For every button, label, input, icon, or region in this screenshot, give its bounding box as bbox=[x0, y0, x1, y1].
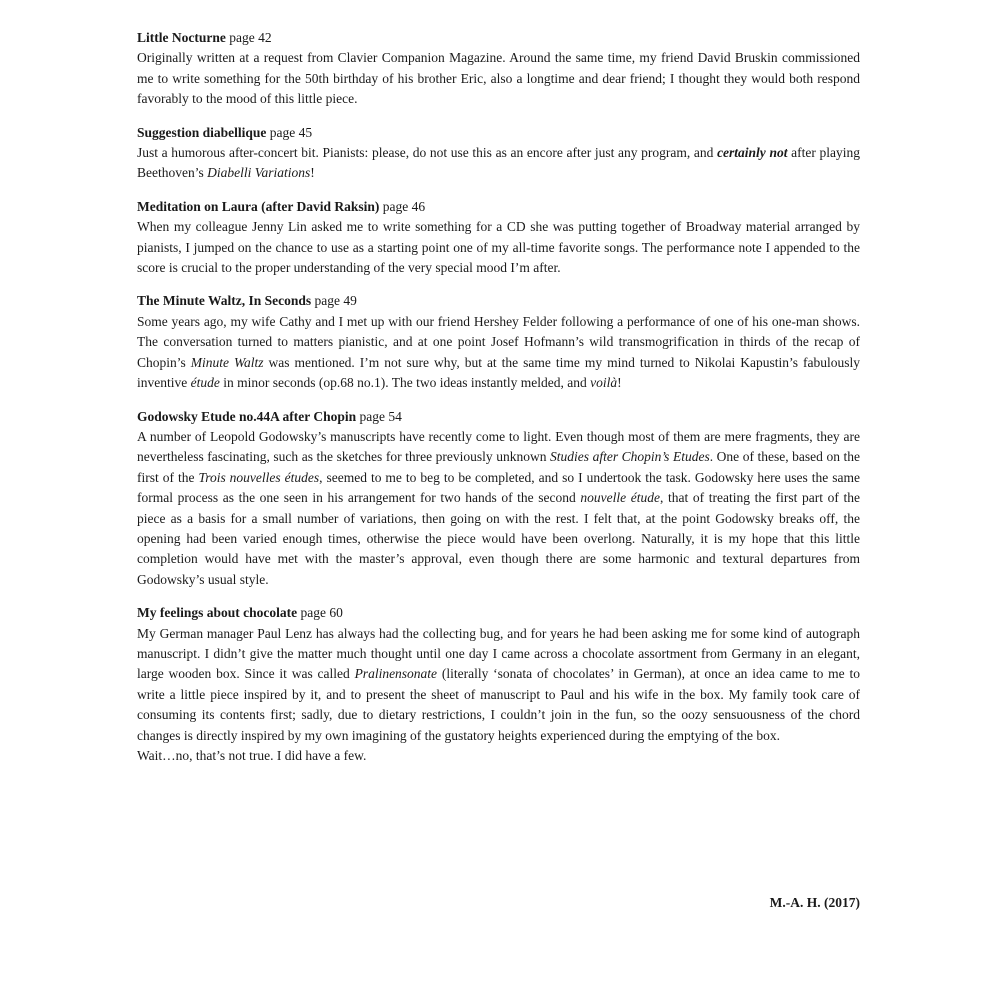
entry-title: Suggestion diabellique bbox=[137, 124, 267, 140]
text-run: , seemed to me to beg to be completed, and so I undertook the task. Godowsky here uses the same formal process as the one seen in his arrangement for two hands of the second bbox=[137, 469, 860, 506]
entry-heading bbox=[137, 603, 860, 623]
entry-heading bbox=[137, 291, 860, 311]
text-run: , that of treating the first part of the piece as a basis for a small number of variations, then going on with the rest. I felt that, at the point Godowsky breaks off, the opening had been varied enough times, otherwise the piece would have been overlong. Naturally, it is my hope that this little completion would have met with the master’s approval, even though there are some harmonic and textural departures from Godowsky’s usual style. bbox=[137, 490, 861, 587]
entry-title: Godowsky Etude no.44A after Chopin bbox=[137, 408, 357, 424]
text-run: was mentioned. I’m not sure why, but at the same time my mind turned to Nikolai Kapustin’s fabulously inventive bbox=[137, 354, 860, 391]
entry-page: page 42 bbox=[229, 30, 272, 45]
text-run: ! bbox=[310, 165, 315, 181]
author-signature: M.-A. H. (2017) bbox=[769, 895, 860, 910]
work-title: Trois nouvelles études bbox=[198, 469, 320, 485]
text-run: My German manager Paul Lenz has always had the collecting bug, and for years he had been asking me for some kind of autograph manuscript. I didn’t give the matter much thought until one day I came across a chocolate assortment from Germany in an elegant, large wooden box. Since it was called bbox=[137, 625, 860, 682]
note-meditation-on-laura bbox=[137, 197, 860, 279]
program-notes bbox=[137, 28, 860, 779]
work-title: Minute Waltz bbox=[190, 354, 264, 370]
entry-title: Little Nocturne bbox=[137, 30, 226, 45]
entry-heading bbox=[137, 407, 860, 427]
entry-page: page 54 bbox=[359, 408, 402, 424]
text-run: Some years ago, my wife Cathy and I met up with our friend Hershey Felder following a performance of one of his one-man shows. The conversation turned to matters pianistic, and at one point Josef Hofmann’s wild transmogrification in thirds of the recap of Chopin’s bbox=[137, 313, 860, 370]
entry-text: Originally written at a request from Clavier Companion Magazine. Around the same time, my friend David Bruskin commissioned me to write something for the 50th birthday of his brother Eric, also a longtime and dear friend; I thought they would both respond favorably to the mood of this little piece. bbox=[137, 50, 860, 107]
italic-term: voilà bbox=[590, 375, 618, 391]
work-title: Pralinensonate bbox=[354, 666, 438, 682]
entry-page: page 49 bbox=[314, 293, 357, 309]
work-title: Diabelli Variations bbox=[207, 165, 311, 181]
text-run: A number of Leopold Godowsky’s manuscripts have recently come to light. Even though most of them are mere fragments, they are nevertheless fascinating, such as the sketches for three previously unknown bbox=[137, 428, 860, 465]
work-title: nouvelle étude bbox=[580, 490, 660, 506]
entry-heading bbox=[137, 123, 860, 143]
text-run: in minor seconds (op.68 no.1). The two ideas instantly melded, and bbox=[219, 375, 591, 391]
entry-text bbox=[137, 427, 860, 590]
entry-heading bbox=[137, 28, 860, 48]
emphasis-text: certainly not bbox=[717, 145, 788, 161]
entry-text bbox=[137, 143, 860, 184]
text-run: after playing Beethoven’s bbox=[137, 145, 860, 181]
entry-heading bbox=[137, 197, 860, 217]
entry-page: page 45 bbox=[269, 124, 313, 140]
text-run: Just a humorous after-concert bit. Pianists: please, do not use this as an encore after just any program, and bbox=[137, 145, 718, 161]
entry-title: Meditation on Laura (after David Raksin) bbox=[137, 198, 380, 214]
entry-text bbox=[137, 624, 860, 746]
entry-title: My feelings about chocolate bbox=[137, 605, 298, 621]
note-suggestion-diabellique bbox=[137, 123, 860, 184]
entry-page: page 46 bbox=[382, 198, 426, 214]
note-godowsky-etude bbox=[137, 407, 860, 591]
text-run: (literally ‘sonata of chocolates’ in German), at once an idea came to me to write a little piece inspired by it, and to present the sheet of manuscript to Paul and his wife in the box. My family took care of consuming its contents first; sadly, due to dietary restrictions, I couldn’t join in the fun, so the oozy sensuousness of the chord changes is directly inspired by my own imagining of the gustatory heights experienced during the emptying of the box. bbox=[137, 666, 860, 743]
entry-title: The Minute Waltz, In Seconds bbox=[137, 293, 312, 309]
note-minute-waltz bbox=[137, 291, 860, 393]
note-little-nocturne bbox=[137, 28, 860, 110]
work-title: Studies after Chopin’s Etudes bbox=[550, 449, 710, 465]
text-run: . One of these, based on the first of the bbox=[137, 449, 860, 485]
entry-page: page 60 bbox=[300, 605, 343, 621]
entry-text: When my colleague Jenny Lin asked me to write something for a CD she was putting together of Broadway material arranged by pianists, I jumped on the chance to use as a starting point one of my all-time favorite songs. The performance note I appended to the score is crucial to the proper understanding of the very special mood I’m after. bbox=[137, 219, 860, 276]
text-run: ! bbox=[617, 375, 622, 391]
italic-term: étude bbox=[190, 375, 220, 391]
note-feelings-about-chocolate bbox=[137, 603, 860, 766]
closing-remark: Wait…no, that’s not true. I did have a few. bbox=[137, 748, 367, 763]
entry-text bbox=[137, 312, 860, 394]
